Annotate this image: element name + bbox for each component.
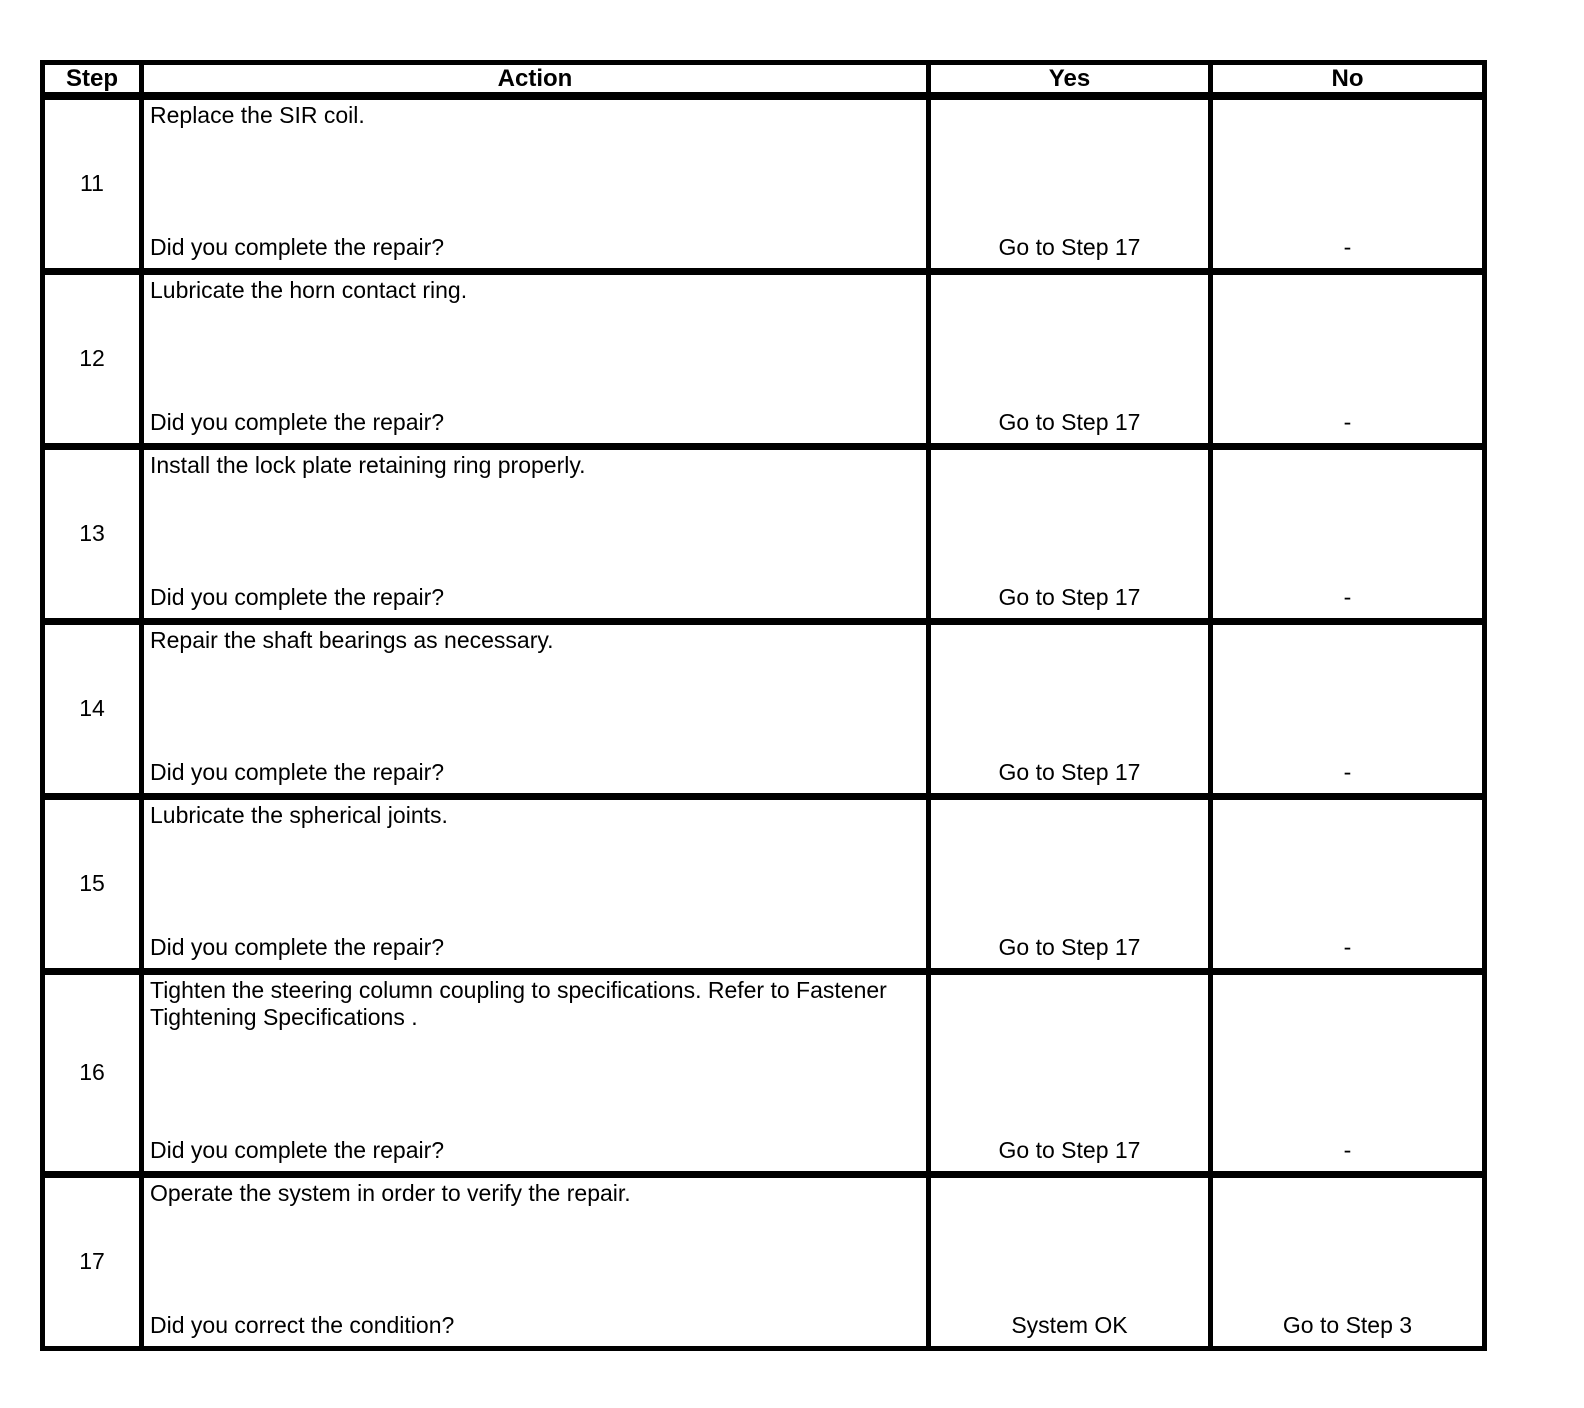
yes-outcome-text: Go to Step 17 (998, 933, 1141, 960)
yes-outcome-text: Go to Step 17 (998, 1136, 1141, 1163)
question-text: Did you complete the repair? (150, 233, 445, 260)
yes-outcome-text: Go to Step 17 (998, 583, 1141, 610)
question-text: Did you complete the repair? (150, 408, 445, 435)
action-cell (142, 971, 929, 1174)
question-text: Did you complete the repair? (150, 758, 445, 785)
no-outcome-text: - (1343, 583, 1352, 610)
action-cell (142, 96, 929, 271)
yes-outcome (929, 971, 1211, 1174)
question-text: Did you complete the repair? (150, 583, 445, 610)
yes-column-header: Yes (929, 63, 1211, 97)
no-outcome (1211, 1174, 1485, 1348)
yes-outcome (929, 621, 1211, 796)
yes-outcome (929, 446, 1211, 621)
yes-outcome (929, 271, 1211, 446)
action-text: Replace the SIR coil. (150, 102, 365, 128)
no-outcome-text: - (1343, 933, 1352, 960)
no-outcome-text: - (1343, 758, 1352, 785)
question-text: Did you complete the repair? (150, 1136, 445, 1163)
diagnostic-steps-table (40, 60, 1487, 1351)
yes-outcome-text: Go to Step 17 (998, 408, 1141, 435)
action-text: Repair the shaft bearings as necessary. (150, 626, 554, 653)
question-text: Did you correct the condition? (150, 1311, 455, 1338)
yes-outcome (929, 1174, 1211, 1348)
no-outcome-text: - (1343, 233, 1352, 260)
action-cell (142, 446, 929, 621)
table-row-step-11 (43, 96, 1485, 271)
action-cell (142, 621, 929, 796)
action-cell (142, 271, 929, 446)
step-number: 14 (43, 621, 142, 796)
no-column-header: No (1211, 63, 1485, 97)
action-text: Install the lock plate retaining ring properly. (150, 451, 586, 478)
yes-outcome-text: System OK (1011, 1311, 1128, 1338)
yes-outcome (929, 796, 1211, 971)
table-row-step-16 (43, 971, 1485, 1174)
no-outcome (1211, 971, 1485, 1174)
yes-outcome-text: Go to Step 17 (998, 233, 1141, 260)
step-number: 17 (43, 1174, 142, 1348)
table-row-step-14 (43, 621, 1485, 796)
no-outcome (1211, 446, 1485, 621)
action-cell (142, 1174, 929, 1348)
action-column-header: Action (142, 63, 929, 97)
action-text: Tighten the steering column coupling to specifications. Refer to Fastener Tightening Specifications . (150, 976, 887, 1031)
yes-outcome (929, 96, 1211, 271)
action-text: Operate the system in order to verify the repair. (150, 1179, 631, 1206)
no-outcome-text: Go to Step 3 (1282, 1311, 1413, 1338)
no-outcome (1211, 271, 1485, 446)
header-row (43, 63, 1485, 97)
no-outcome (1211, 621, 1485, 796)
table-row-step-13 (43, 446, 1485, 621)
question-text: Did you complete the repair? (150, 933, 445, 960)
no-outcome (1211, 796, 1485, 971)
no-outcome-text: - (1343, 408, 1352, 435)
no-outcome (1211, 96, 1485, 271)
step-number: 12 (43, 271, 142, 446)
yes-outcome-text: Go to Step 17 (998, 758, 1141, 785)
step-number: 13 (43, 446, 142, 621)
action-text: Lubricate the horn contact ring. (150, 276, 468, 303)
action-text: Lubricate the spherical joints. (150, 801, 448, 828)
table-row-step-12 (43, 271, 1485, 446)
step-number: 16 (43, 971, 142, 1174)
action-cell (142, 796, 929, 971)
step-number: 11 (43, 96, 142, 271)
step-column-header: Step (43, 63, 142, 97)
table-row-step-17 (43, 1174, 1485, 1348)
step-number: 15 (43, 796, 142, 971)
no-outcome-text: - (1343, 1136, 1352, 1163)
table-row-step-15 (43, 796, 1485, 971)
